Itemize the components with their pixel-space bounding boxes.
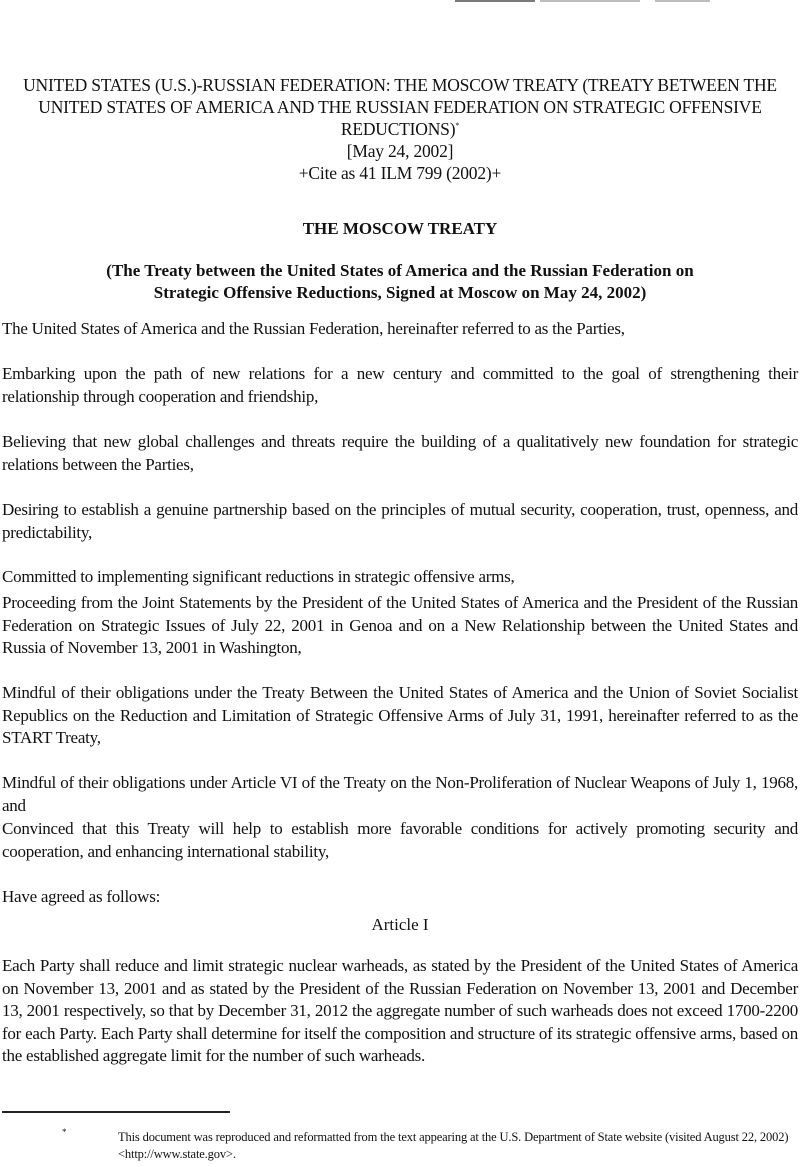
preamble-paragraph: Convinced that this Treaty will help to establish more favorable conditions for actively promoting security and cooperation, and enhancing international stability, [2,819,798,861]
preamble-paragraph: Desiring to establish a genuine partnership based on the principles of mutual security, cooperation, trust, openness, and predictability, [2,500,798,542]
header-title-line-2: UNITED STATES OF AMERICA AND THE RUSSIAN FEDERATION ON STRATEGIC OFFENSIVE [38,97,762,117]
preamble-paragraph: Have agreed as follows: [2,887,161,906]
preamble-paragraph: Mindful of their obligations under Article VI of the Treaty on the Non-Proliferation of Nuclear Weapons of July 1, 1968, and [2,773,798,815]
article-text: Each Party shall reduce and limit strategic nuclear warheads, as stated by the President of the United States of America on November 13, 2001 and as stated by the President of the Russian Federation on November 13, 2001 and December 13, 2001 respectively, so that by December 31, 2012 the aggregate number of such warheads does not exceed 1700-2200 for each Party. Each Party shall determine for itself the composition and structure of its strategic offensive arms, based on the established aggregate limit for the number of such warheads. [2,956,798,1065]
footnote-divider [2,1111,230,1113]
subtitle-line-2: Strategic Offensive Reductions, Signed at Moscow on May 24, 2002) [153,283,647,302]
footnote-marker: * [62,1127,67,1137]
footnote-text: This document was reproduced and reformatted from the text appearing at the U.S. Department of State website (visited August 22, 2002) <http://www.state.gov>. [118,1130,789,1161]
preamble-paragraph: Embarking upon the path of new relations for a new century and committed to the goal of strengthening their relationship through cooperation and friendship, [2,364,798,406]
preamble-paragraph: Committed to implementing significant reductions in strategic offensive arms, [2,567,515,586]
document-subtitle [0,260,800,304]
scan-artifact [540,0,640,2]
footnote-reference[interactable]: * [455,121,460,131]
preamble-paragraph: The United States of America and the Russian Federation, hereinafter referred to as the Parties, [2,319,625,338]
header-title-line-3: REDUCTIONS)* [340,119,460,139]
header-title-line-1: UNITED STATES (U.S.)-RUSSIAN FEDERATION: THE MOSCOW TREATY (TREATY BETWEEN THE [23,75,777,95]
subtitle-line-1: (The Treaty between the United States of America and the Russian Federation on [106,261,694,280]
article-heading: Article I [371,915,429,934]
preamble-paragraph: Proceeding from the Joint Statements by the President of the United States of America and the President of the Russian Federation on Strategic Issues of July 22, 2001 in Genoa and on a New Relationship between the United States and Russia of November 13, 2001 in Washington, [2,593,798,657]
scan-artifact [655,0,710,2]
scan-artifact [455,0,535,2]
header-date: [May 24, 2002] [346,141,454,161]
preamble-paragraph: Believing that new global challenges and threats require the building of a qualitatively new foundation for strategic relations between the Parties, [2,432,798,474]
preamble-paragraph: Mindful of their obligations under the Treaty Between the United States of America and the Union of Soviet Socialist Republics on the Reduction and Limitation of Strategic Offensive Arms of July 31, 1991, hereinafter referred to as the START Treaty, [2,683,798,747]
document-header [0,74,800,184]
header-citation: +Cite as 41 ILM 799 (2002)+ [298,163,502,183]
document-title: THE MOSCOW TREATY [302,219,498,238]
